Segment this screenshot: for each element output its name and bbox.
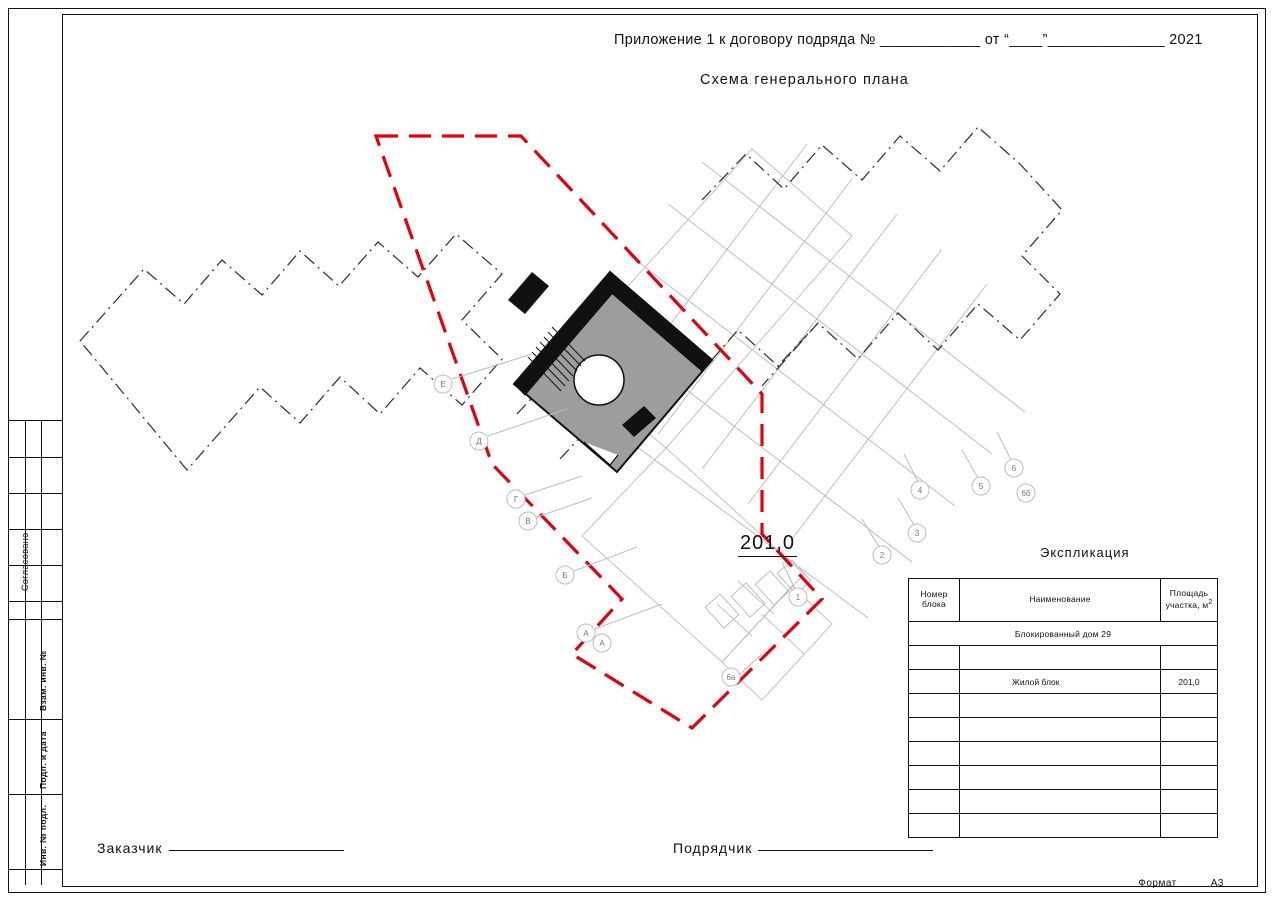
cell-area bbox=[1161, 742, 1218, 766]
cell-name: Жилой блок bbox=[960, 670, 1161, 694]
format-label: Формат bbox=[1138, 878, 1177, 889]
stamp-label-vzam: Взам. инв. № bbox=[38, 650, 48, 711]
stamp-label-podp: Подп. и дата bbox=[38, 731, 48, 789]
contractor-signature bbox=[673, 840, 933, 856]
cell-area bbox=[1161, 646, 1218, 670]
table-row bbox=[909, 766, 1218, 790]
svg-text:6б: 6б bbox=[1021, 489, 1031, 498]
cell-area bbox=[1161, 694, 1218, 718]
cell-name bbox=[960, 742, 1161, 766]
exposition-table bbox=[908, 578, 1218, 838]
cell-area bbox=[1161, 718, 1218, 742]
cell-number bbox=[909, 718, 960, 742]
table-row bbox=[909, 646, 1218, 670]
svg-text:5: 5 bbox=[978, 482, 984, 491]
svg-text:Е: Е bbox=[440, 380, 446, 389]
table-row bbox=[909, 742, 1218, 766]
svg-text:2: 2 bbox=[879, 551, 885, 560]
cell-number bbox=[909, 766, 960, 790]
svg-text:1: 1 bbox=[795, 593, 801, 602]
cell-number bbox=[909, 646, 960, 670]
table-header-row bbox=[909, 579, 1218, 622]
svg-text:Б: Б bbox=[562, 571, 568, 580]
stamp-label-inv: Инв. № подл. bbox=[38, 804, 48, 866]
cell-number bbox=[909, 814, 960, 838]
customer-signature-line bbox=[169, 850, 344, 851]
svg-text:Д: Д bbox=[476, 437, 482, 446]
cell-name bbox=[960, 814, 1161, 838]
sheet-format bbox=[1138, 878, 1224, 889]
svg-text:6: 6 bbox=[1011, 464, 1017, 473]
format-value: А3 bbox=[1210, 878, 1224, 889]
cell-number bbox=[909, 742, 960, 766]
svg-text:6а: 6а bbox=[726, 673, 736, 682]
contractor-label: Подрядчик bbox=[673, 840, 753, 856]
cell-name bbox=[960, 790, 1161, 814]
table-row bbox=[909, 670, 1218, 694]
cell-number bbox=[909, 694, 960, 718]
cell-number bbox=[909, 790, 960, 814]
svg-text:А: А bbox=[583, 629, 589, 638]
cell-name bbox=[960, 694, 1161, 718]
cell-area bbox=[1161, 814, 1218, 838]
col-header-number: Номер блока bbox=[909, 579, 960, 622]
svg-text:Г: Г bbox=[513, 495, 519, 504]
svg-text:4: 4 bbox=[917, 486, 923, 495]
svg-text:3: 3 bbox=[914, 529, 920, 538]
table-row bbox=[909, 814, 1218, 838]
col-header-name: Наименование bbox=[960, 579, 1161, 622]
page-title: Схема генерального плана bbox=[700, 72, 909, 88]
title-block-stamp bbox=[8, 420, 62, 885]
table-row bbox=[909, 790, 1218, 814]
cell-area: 201,0 bbox=[1161, 670, 1218, 694]
svg-text:А: А bbox=[599, 639, 605, 648]
col-header-area: Площадь участка, $м^2$ bbox=[1161, 579, 1218, 622]
customer-signature bbox=[97, 840, 344, 856]
customer-label: Заказчик bbox=[97, 840, 163, 856]
exposition-title: Экспликация bbox=[1040, 545, 1130, 560]
main-building bbox=[508, 272, 712, 472]
header-contract-line: Приложение 1 к договору подряда № ____________ от “____”______________ 2021 bbox=[614, 32, 1203, 48]
cell-name bbox=[960, 718, 1161, 742]
plot-area-label: 201,0 bbox=[738, 532, 797, 557]
table-row bbox=[909, 694, 1218, 718]
cell-area bbox=[1161, 766, 1218, 790]
stamp-label-soglasovano: Согласовано bbox=[20, 532, 30, 591]
cell-number bbox=[909, 670, 960, 694]
cell-name bbox=[960, 646, 1161, 670]
table-group-row bbox=[909, 622, 1218, 646]
cell-name bbox=[960, 766, 1161, 790]
contractor-signature-line bbox=[758, 850, 933, 851]
table-row bbox=[909, 718, 1218, 742]
cell-area bbox=[1161, 790, 1218, 814]
svg-text:В: В bbox=[525, 517, 531, 526]
group-row-label: Блокированный дом 29 bbox=[909, 622, 1218, 646]
